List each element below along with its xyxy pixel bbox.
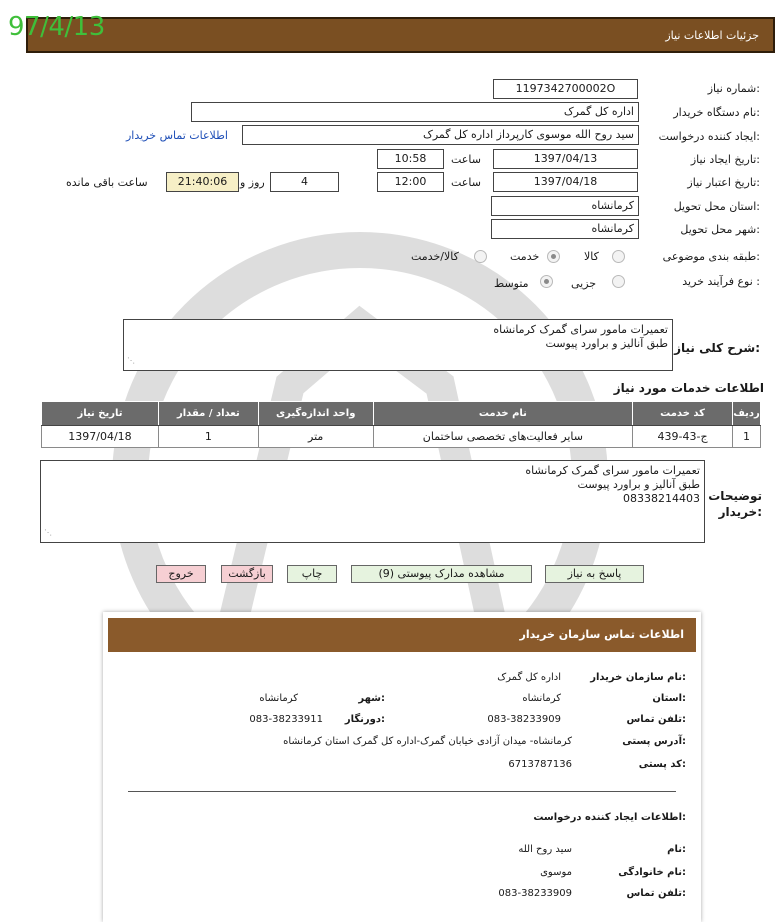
page-header [26, 17, 775, 53]
page-title: جزئیات اطلاعات نیاز [665, 29, 759, 42]
resize-grip-icon[interactable]: ⋰ [44, 528, 52, 537]
summary-textarea[interactable] [123, 319, 673, 371]
province-label: استان محل تحویل: [673, 200, 760, 213]
contact-province-value: کرمانشاه [522, 693, 561, 704]
org-label: نام سازمان خریدار: [590, 672, 686, 683]
category-option-goods: کالا [584, 250, 599, 263]
col-header-qty: تعداد / مقدار [158, 402, 258, 426]
process-label: نوع فرآیند خرید : [682, 275, 760, 288]
category-option-service: خدمت [510, 250, 540, 263]
category-label: طبقه بندی موضوعی: [662, 250, 760, 263]
cell-date: 1397/04/18 [42, 426, 159, 448]
cell-row: 1 [733, 426, 761, 448]
days-word: روز و [240, 176, 265, 189]
creator-phone-label: تلفن تماس: [626, 888, 686, 899]
creator-label: ایجاد کننده درخواست: [658, 130, 760, 143]
creator-family-value: موسوی [540, 867, 572, 878]
services-section-title: اطلاعات خدمات مورد نیاز [613, 381, 764, 395]
contact-fax-label: دورنگار: [344, 714, 385, 725]
created-date-field[interactable]: 1397/04/13 [493, 149, 638, 169]
contact-fax-value: 083-38233911 [249, 714, 323, 725]
summary-line-2: طبق آنالیز و براورد پیوست [545, 337, 668, 350]
process-radio-medium[interactable] [540, 275, 553, 288]
contact-phone-label: تلفن تماس: [626, 714, 686, 725]
buyer-contact-link[interactable]: اطلاعات تماس خریدار [126, 129, 228, 142]
col-header-code: کد خدمت [633, 402, 733, 426]
need-number-field[interactable]: 1197342700002O [493, 79, 638, 99]
summary-label: شرح کلی نیاز: [674, 341, 760, 355]
org-value: اداره کل گمرک [497, 672, 561, 683]
created-time-field[interactable]: 10:58 [377, 149, 444, 169]
address-label: آدرس پستی: [622, 736, 686, 747]
province-field[interactable]: کرمانشاه [491, 196, 639, 216]
creator-name-label: نام: [667, 844, 686, 855]
buyer-org-field[interactable]: اداره کل گمرک [191, 102, 639, 122]
buyer-contact-card [103, 612, 701, 922]
cell-qty: 1 [158, 426, 258, 448]
contact-province-label: استان: [652, 693, 686, 704]
contact-card-header [108, 618, 696, 652]
city-label: شهر محل تحویل: [680, 223, 760, 236]
col-header-row: ردیف [733, 402, 761, 426]
summary-line-1: تعمیرات مامور سرای گمرک کرمانشاه [493, 323, 668, 336]
creator-field[interactable]: سید روح الله موسوی کارپرداز اداره کل گمرک [242, 125, 639, 145]
exit-button[interactable]: خروج [156, 565, 206, 583]
buyer-notes-line-2: طبق آنالیز و براورد پیوست [577, 478, 700, 491]
buyer-notes-label: توضیحات خریدار: [708, 489, 762, 519]
contact-phone-value: 083-38233909 [487, 714, 561, 725]
creator-name-value: سید روح الله [518, 844, 572, 855]
address-value: کرمانشاه- میدان آزادی خیابان گمرک-اداره کل گمرک استان کرمانشاه [283, 736, 572, 747]
created-date-label: تاریخ ایجاد نیاز: [690, 153, 760, 166]
postal-label: کد پستی: [638, 759, 686, 770]
process-radio-minor[interactable] [612, 275, 625, 288]
postal-value: 6713787136 [508, 759, 572, 770]
buyer-org-label: نام دستگاه خریدار: [673, 106, 760, 119]
date-stamp: 97/4/13 [8, 12, 105, 42]
category-radio-service[interactable] [547, 250, 560, 263]
contact-card-title: اطلاعات تماس سازمان خریدار [519, 628, 684, 641]
services-table [41, 401, 761, 448]
category-radio-goods[interactable] [612, 250, 625, 263]
valid-time-field[interactable]: 12:00 [377, 172, 444, 192]
back-button[interactable]: بازگشت [221, 565, 273, 583]
col-header-name: نام خدمت [373, 402, 633, 426]
city-field[interactable]: کرمانشاه [491, 219, 639, 239]
valid-date-label: تاریخ اعتبار نیاز: [687, 176, 760, 189]
process-option-medium: متوسط [494, 277, 529, 290]
cell-unit: متر [258, 426, 373, 448]
category-radio-goods-service[interactable] [474, 250, 487, 263]
creator-phone-value: 083-38233909 [498, 888, 572, 899]
contact-city-value: کرمانشاه [259, 693, 298, 704]
col-header-unit: واحد اندازه‌گیری [258, 402, 373, 426]
cell-code: ج-43-439 [633, 426, 733, 448]
creator-family-label: نام خانوادگی: [618, 867, 686, 878]
need-number-label: شماره نیاز: [707, 82, 760, 95]
process-option-minor: جزیی [571, 277, 597, 290]
attachments-button[interactable]: مشاهده مدارک پیوستی (9) [351, 565, 532, 583]
buyer-notes-line-1: تعمیرات مامور سرای گمرک کرمانشاه [525, 464, 700, 477]
contact-city-label: شهر: [358, 693, 385, 704]
days-remaining-field[interactable]: 4 [270, 172, 339, 192]
col-header-date: تاریخ نیاز [42, 402, 159, 426]
print-button[interactable]: چاپ [287, 565, 337, 583]
valid-date-field[interactable]: 1397/04/18 [493, 172, 638, 192]
category-option-goods-service: کالا/خدمت [411, 250, 459, 263]
valid-time-label: ساعت [451, 176, 481, 189]
created-time-label: ساعت [451, 153, 481, 166]
buyer-notes-textarea[interactable] [40, 460, 705, 543]
reply-button[interactable]: پاسخ به نیاز [545, 565, 644, 583]
remaining-word: ساعت باقی مانده [66, 176, 148, 189]
card-divider [128, 791, 676, 792]
cell-name: سایر فعالیت‌های تخصصی ساختمان [373, 426, 633, 448]
buyer-notes-line-3: 08338214403 [623, 492, 700, 505]
creator-section-title: اطلاعات ایجاد کننده درخواست: [533, 812, 686, 823]
table-row [42, 426, 761, 448]
remaining-time-field: 21:40:06 [166, 172, 239, 192]
resize-grip-icon[interactable]: ⋰ [127, 356, 135, 365]
